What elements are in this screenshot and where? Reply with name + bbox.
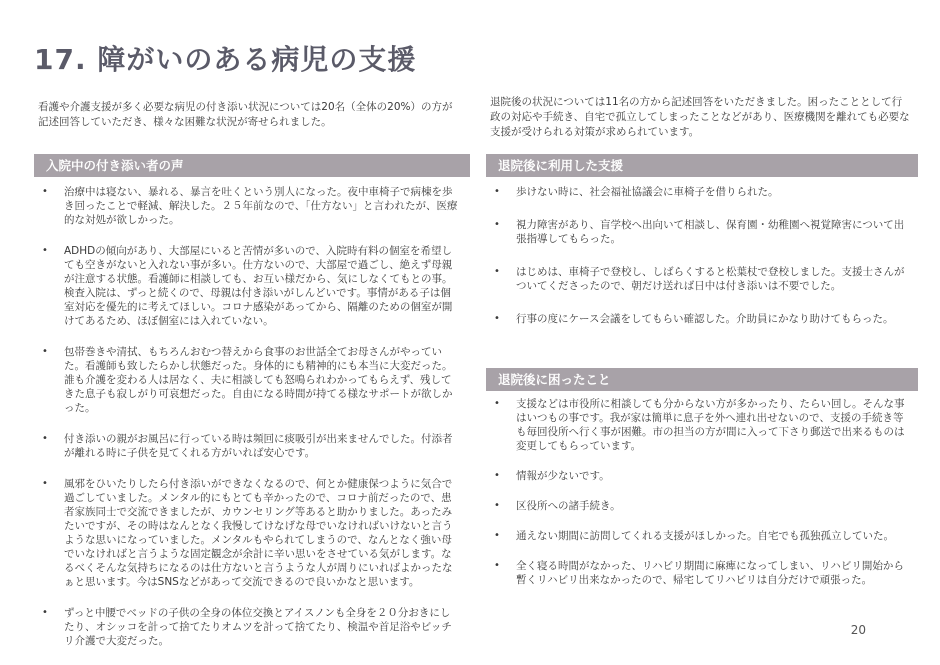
list-item-text: 全く寝る時間がなかった、リハビリ期間に麻痺になってしまい、リハビリ開始から暫くリハビリ出来なかったので、帰宅してリハビリは自分だけで頑張った。 (516, 560, 904, 586)
list-item (490, 559, 908, 587)
bullet-icon: • (494, 186, 500, 197)
list-item-text: 支援などは市役所に相談しても分からない方が多かったり、たらい回し。そんな事はいつもの事です。我が家は簡単に息子を外へ連れ出せないので、支援の手続き等も毎回役所へ行く事が困難。市の担当の方が間に入って下さり郵送で出来るものは変更してもらっています。 (516, 398, 905, 452)
list-item-text: 付き添いの親がお風呂に行っている時は頻回に痰吸引が出来ませんでした。付添者が離れる時に子供を見てくれる方がいれば安心です。 (64, 433, 453, 459)
list-item (490, 529, 908, 543)
bullet-icon: • (42, 478, 48, 489)
list-item (490, 397, 908, 453)
list-item (38, 432, 458, 460)
list-item (38, 244, 458, 328)
after-used-list (490, 185, 908, 345)
intro-left-text: 看護や介護支援が多く必要な病児の付き添い状況については20名（全体の20%）の方が記述回答していただき、様々な困難な状況が寄せられました。 (38, 101, 453, 128)
inpatient-list (38, 185, 458, 665)
list-item (490, 185, 908, 199)
section-heading-inpatient: 入院中の付き添い者の声 (34, 154, 470, 177)
bullet-icon: • (42, 607, 48, 618)
after-trouble-list (490, 397, 908, 603)
list-item (490, 499, 908, 513)
bullet-icon: • (42, 245, 48, 256)
page-number: 20 (850, 623, 866, 637)
list-item (490, 218, 908, 246)
bullet-icon: • (494, 530, 500, 541)
list-item (38, 606, 458, 648)
list-item (490, 265, 908, 293)
list-item-text: ずっと中腰でベッドの子供の全身の体位交換とアイスノンも全身を２０分おきにしたり、オシッコを計って捨てたりオムツを計って捨てたり、検温や首足浴やビッチリ介護で大変だった。 (64, 607, 452, 647)
list-item-text: ADHDの傾向があり、大部屋にいると苦情が多いので、入院時有料の個室を希望しても空きがないと入れない事が多い。仕方ないので、大部屋で過ごし、絶えず母親が注意する状態。看護師に相談しても、お互い様だから、気にしなくてもとの事。検査入院は、ずっと続くので、母親は付き添いがしんどいです。事情がある子は個室対応を優先的に考えてほしい。コロナ感染があってから、隔離のための個室が開けてあるため、ほぼ個室には入れていない。 (64, 245, 453, 327)
list-item-text: 風邪をひいたりしたら付き添いができなくなるので、何とか健康保つように気合で過ごしていました。メンタル的にもとても辛かったので、コロナ前だったので、患者家族同士で交流できましたが、カウンセリング等あると助かりました。あったみたいですが、その時はなんとなく我慢してけなげな母でいなければいけないと言うような思いになっていました。メンタルもやられてしまうので、なんとなく強い母でいなければと言うような固定観念が余計に辛い思いをさせている気がします。なるべくそんな気持ちになるのは仕方ないと言うような人が周りにいればよかったなぁと思います。今はSNSなどがあって交流できるので良いかなと思います。 (64, 478, 453, 588)
bullet-icon: • (42, 433, 48, 444)
list-item (490, 469, 908, 483)
list-item (38, 345, 458, 415)
bullet-icon: • (494, 560, 500, 571)
section-heading-after-used: 退院後に利用した支援 (486, 154, 918, 177)
bullet-icon: • (42, 346, 48, 357)
intro-right-text: 退院後の状況については11名の方から記述回答をいただきました。困ったこととして行政の対応や手続き、自宅で孤立してしまったことなどがあり、医療機関を離れても必要な支援が受けられる対策が求められています。 (490, 96, 910, 138)
list-item (38, 185, 458, 227)
bullet-icon: • (494, 398, 500, 409)
bullet-icon: • (494, 219, 500, 230)
list-item-text: 行事の度にケース会議をしてもらい確認した。介助員にかなり助けてもらった。 (516, 313, 894, 325)
list-item (490, 312, 908, 326)
list-item-text: 情報が少ないです。 (516, 470, 610, 482)
bullet-icon: • (494, 313, 500, 324)
bullet-icon: • (494, 470, 500, 481)
bullet-icon: • (494, 500, 500, 511)
list-item-text: 包帯巻きや清拭、もちろんおむつ替えから食事のお世話全てお母さんがやっていた。看護師も致したらかし状態だった。身体的にも精神的にも本当に大変だった。誰も介護を変わる人は居なく、夫に相談しても怒鳴られわかってもらえず、残してきた息子も寂しがり可哀想だった。自由になる時間が持てる様なサポートが欲しかった。 (64, 346, 453, 414)
bullet-icon: • (494, 266, 500, 277)
section-heading-after-trouble: 退院後に困ったこと (486, 368, 918, 391)
bullet-icon: • (42, 186, 48, 197)
list-item-text: 区役所への諸手続き。 (516, 500, 621, 512)
list-item-text: 通えない期間に訪問してくれる支援がほしかった。自宅でも孤独孤立していた。 (516, 530, 894, 542)
list-item-text: 歩けない時に、社会福祉協議会に車椅子を借りられた。 (516, 186, 779, 198)
list-item-text: 治療中は寝ない、暴れる、暴言を吐くという別人になった。夜中車椅子で病棟を歩き回ったことで軽減、解決した。２５年前なので、「仕方ない」と言われたが、医療的な対処が欲しかった。 (64, 186, 458, 226)
list-item-text: 視力障害があり、盲学校へ出向いて相談し、保育園・幼稚園へ視覚障害について出張指導してもらった。 (516, 219, 905, 245)
page-title: 17. 障がいのある病児の支援 (34, 43, 417, 76)
list-item-text: はじめは、車椅子で登校し、しばらくすると松葉杖で登校しました。支援士さんがついてくださったので、朝だけ送れば日中は付き添いは不要でした。 (516, 266, 905, 292)
list-item (38, 477, 458, 589)
